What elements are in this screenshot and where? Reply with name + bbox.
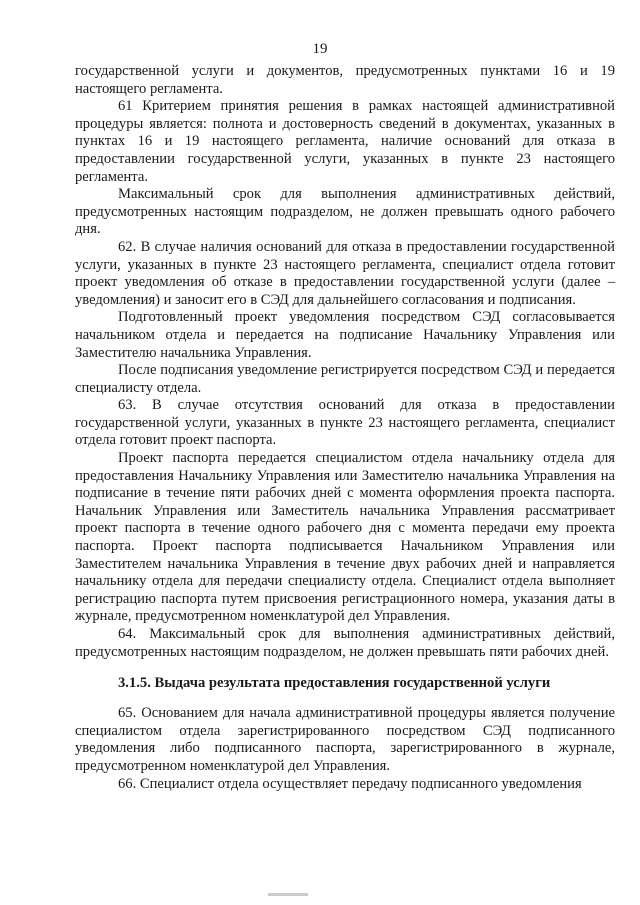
page-number: 19 (312, 41, 328, 57)
paragraph-63: 63. В случае отсутствия оснований для отказа в предоставлении государственной услуги, указанных в пункте 23 настоящего регламента, специалист отдела готовит проект паспорта. (75, 397, 615, 449)
paragraph-notice-approval: Подготовленный проект уведомления посредством СЭД согласовывается начальником отдела и передается на подписание Начальнику Управления или Заместителю начальника Управления. (75, 309, 615, 361)
paragraph-passport-process: Проект паспорта передается специалистом отдела начальнику отдела для предоставления Начальнику Управления или Заместителю начальника Управления на подписание в течение пяти рабочих дней с момента оформления проекта паспорта. Начальник Управления или Заместитель начальника Управления рассматривает проект паспорта в течение одного рабочего дня с момента передачи ему проекта паспорта. Проект паспорта подписывается Начальником Управления или Заместителем начальника Управления в течение двух рабочих дней и направляется начальнику отдела для передачи специалисту отдела. Специалист отдела выполняет регистрацию паспорта путем присвоения регистрационного номера, указания даты в журнале, предусмотренном номенклатурой дел Управления. (75, 450, 615, 625)
paragraph-max-term-1: Максимальный срок для выполнения административных действий, предусмотренных настоящим подразделом, не должен превышать одного рабочего дня. (75, 186, 615, 238)
paragraph-65: 65. Основанием для начала административной процедуры является получение специалистом отдела зарегистрированного посредством СЭД подписанного уведомления либо подписанного паспорта, зарегистрированного в журнале, предусмотренном номенклатурой дел Управления. (75, 705, 615, 774)
document-body (75, 63, 615, 793)
scan-artifact (268, 893, 308, 896)
paragraph-64: 64. Максимальный срок для выполнения административных действий, предусмотренных настоящим подразделом, не должен превышать пяти рабочих дней. (75, 626, 615, 660)
paragraph-notice-registration: После подписания уведомление регистрируется посредством СЭД и передается специалисту отдела. (75, 362, 615, 396)
paragraph-continuation: государственной услуги и документов, предусмотренных пунктами 16 и 19 настоящего регламента. (75, 63, 615, 97)
paragraph-62: 62. В случае наличия оснований для отказа в предоставлении государственной услуги, указанных в пункте 23 настоящего регламента, специалист отдела готовит проект уведомления об отказе в предоставлении государственной услуги (далее – уведомления) и заносит его в СЭД для дальнейшего согласования и подписания. (75, 238, 615, 308)
paragraph-66: 66. Специалист отдела осуществляет передачу подписанного уведомления (118, 775, 582, 792)
section-heading: 3.1.5. Выдача результата предоставления государственной услуги (118, 675, 551, 692)
paragraph-61: 61 Критерием принятия решения в рамках настоящей административной процедуры является: полнота и достоверность сведений в документах, указанных в пунктах 16 и 19 настоящего регламента, наличие оснований для отказа в предоставлении государственной услуги, указанных в пункте 23 настоящего регламента. (75, 98, 615, 185)
